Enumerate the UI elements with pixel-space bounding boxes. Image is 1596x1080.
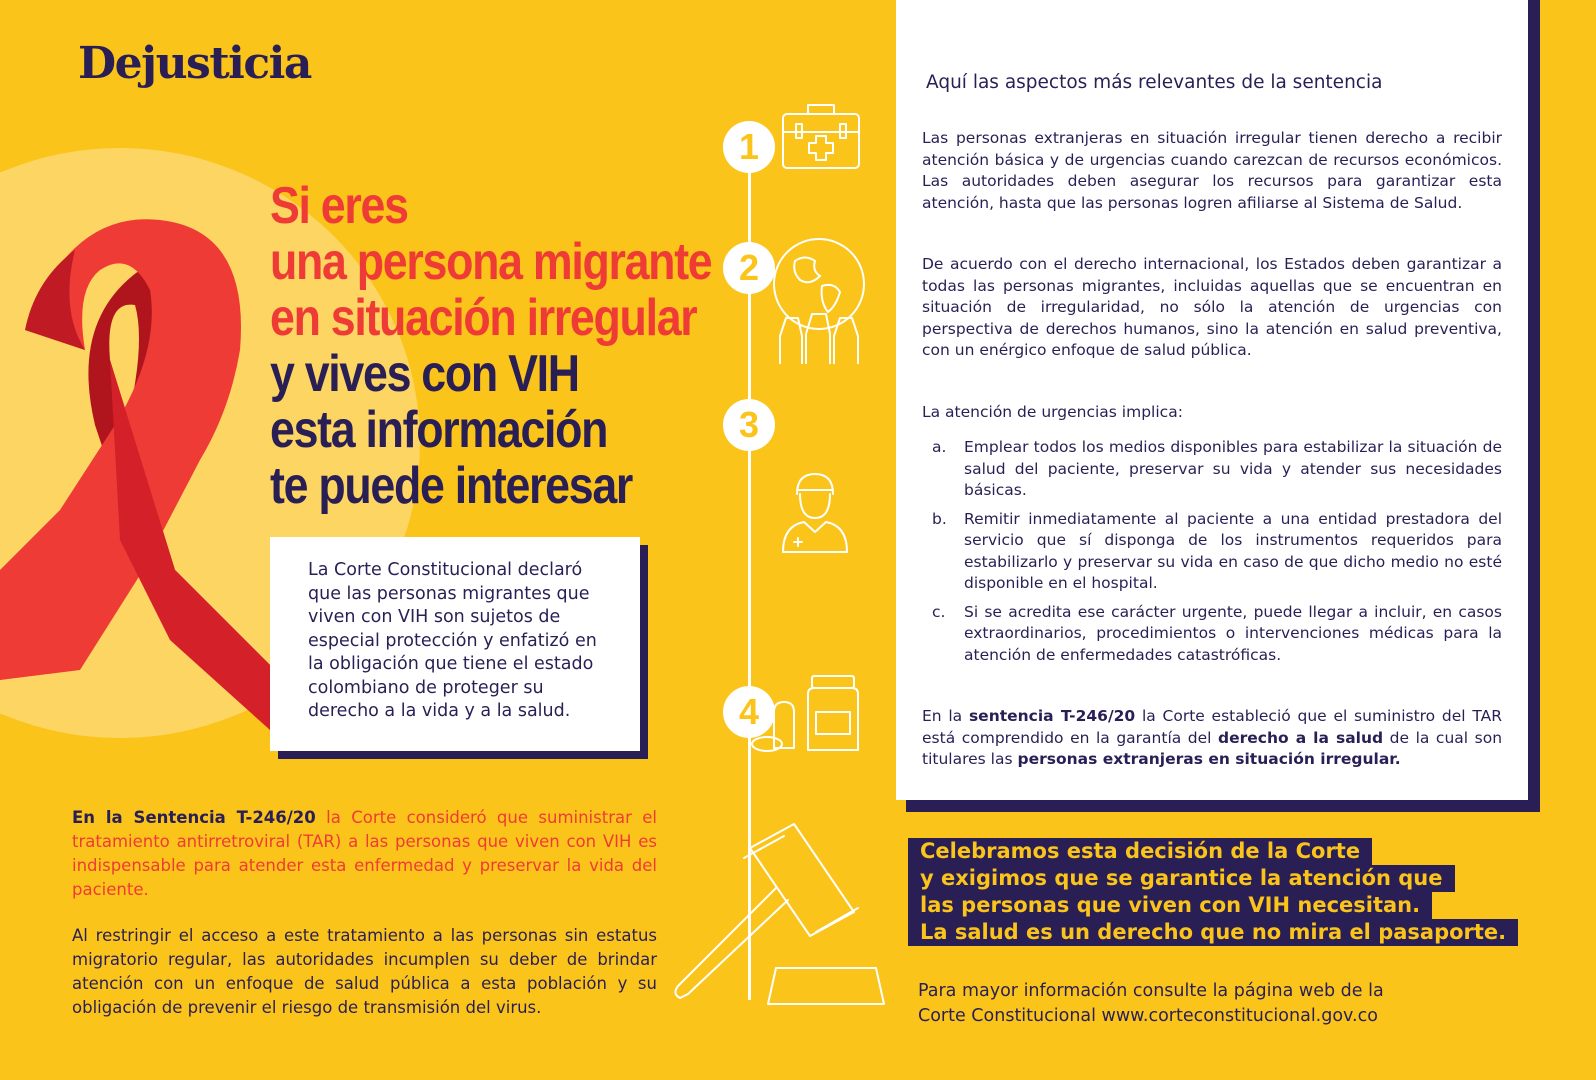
logo: Dejusticia <box>78 38 311 89</box>
urgency-list <box>932 437 1502 673</box>
celebration-line: Celebramos esta decisión de la Corte <box>908 838 1372 865</box>
list-marker: c. <box>932 602 946 621</box>
more-info-link[interactable]: Corte Constitucional www.corteconstitucional.gov.co <box>918 1006 1378 1026</box>
corte-box-text: La Corte Constitucional declaró que las personas migrantes que viven con VIH son sujetos de especial protección y enfatizó en la obligación que tiene el estado colombiano de proteger su derecho a la vida y a la salud. <box>308 560 597 721</box>
headline-line: una persona migrante <box>270 233 712 291</box>
medicine-bottle-icon <box>750 674 866 754</box>
sentencia-rest: la Corte consideró que suministrar el tratamiento antirretroviral (TAR) a las personas que viven con VIH es indispensable para atender esta enfermedad y preservar la vida del paciente. <box>72 808 657 899</box>
aspect-2-text: De acuerdo con el derecho internacional, los Estados deben garantizar a todas las personas migrantes, incluidas aquellas que se encuentran en situación de irregularidad, no sólo la atención de urgencias con perspectiva de derechos humanos, sino la atención en salud preventiva, con un enérgico enfoque de salud pública. <box>922 255 1502 359</box>
aspect-4-bold: sentencia T-246/20 <box>968 707 1136 725</box>
headline-line: te puede interesar <box>270 457 633 515</box>
more-info-line: Para mayor información consulte la página web de la <box>918 981 1384 1001</box>
list-marker: b. <box>932 509 947 528</box>
sentencia-paragraph <box>72 806 657 902</box>
list-text: Remitir inmediatamente al paciente a una entidad prestadora del servicio que sí disponga de los instrumentos requeridos para estabilizarlo y preservar su vida en caso de que dicho medio no esté disponible en el hospital. <box>964 509 1502 592</box>
aspect-4-text <box>922 706 1502 771</box>
aspect-4-part: En la <box>922 707 969 725</box>
aids-ribbon-icon <box>0 210 290 740</box>
step-number-4: 4 <box>723 686 775 738</box>
headline-line: y vives con VIH <box>270 345 579 403</box>
aspect-4-bold: derecho a la salud <box>1218 728 1384 747</box>
headline-line: esta información <box>270 401 608 459</box>
list-item <box>932 602 1502 667</box>
corte-box <box>270 537 640 751</box>
panel-title: Aquí las aspectos más relevantes de la sentencia <box>926 72 1383 93</box>
celebration-line: La salud es un derecho que no mira el pasaporte. <box>908 919 1518 946</box>
celebration-line: las personas que viven con VIH necesitan. <box>908 892 1432 919</box>
aspect-4-part: la Corte estableció que el suministro del TAR está comprendido en la garantía del <box>922 707 1503 747</box>
step-number-3: 3 <box>723 399 775 451</box>
headline <box>270 177 712 515</box>
gavel-icon <box>664 818 894 1008</box>
list-text: Si se acredita ese carácter urgente, puede llegar a incluir, en casos extraordinarios, procedimientos o intervenciones médicas para la atención de enfermedades catastróficas. <box>964 602 1502 664</box>
list-item <box>932 437 1502 502</box>
aspect-1-text: Las personas extranjeras en situación irregular tienen derecho a recibir atención básica y de urgencias cuando carezcan de recursos económicos. Las autoridades deben asegurar los recursos para garantizar esta atención, hasta que las personas logren afiliarse al Sistema de Salud. <box>922 129 1502 212</box>
sentencia-bold: En la Sentencia T-246/20 <box>72 808 316 827</box>
aspect-4-part: de la cual son titulares las <box>922 728 1503 768</box>
aspect-4-bold: personas extranjeras en situación irregular. <box>1017 750 1401 768</box>
headline-line: en situación irregular <box>270 289 697 347</box>
nurse-icon <box>780 468 850 554</box>
first-aid-kit-icon <box>780 100 862 172</box>
globe-fists-icon <box>770 236 868 364</box>
celebration-line: y exigimos que se garantice la atención que <box>908 865 1455 892</box>
info-panel <box>896 0 1528 800</box>
list-item <box>932 509 1502 595</box>
list-marker: a. <box>932 438 947 456</box>
step-number-1: 1 <box>723 121 775 173</box>
headline-line: Si eres <box>270 177 408 235</box>
list-text: Emplear todos los medios disponibles para estabilizar la situación de salud del paciente, preservar su vida y atender sus necesidades básicas. <box>964 438 1502 499</box>
more-info <box>918 979 1384 1029</box>
aspect-3-intro: La atención de urgencias implica: <box>922 403 1183 421</box>
restriction-paragraph: Al restringir el acceso a este tratamiento a las personas sin estatus migratorio regular, las autoridades incumplen su deber de brindar atención con un enfoque de salud pública a esta población y su obligación de prevenir el riesgo de transmisión del virus. <box>72 926 657 1017</box>
step-number-2: 2 <box>723 242 775 294</box>
